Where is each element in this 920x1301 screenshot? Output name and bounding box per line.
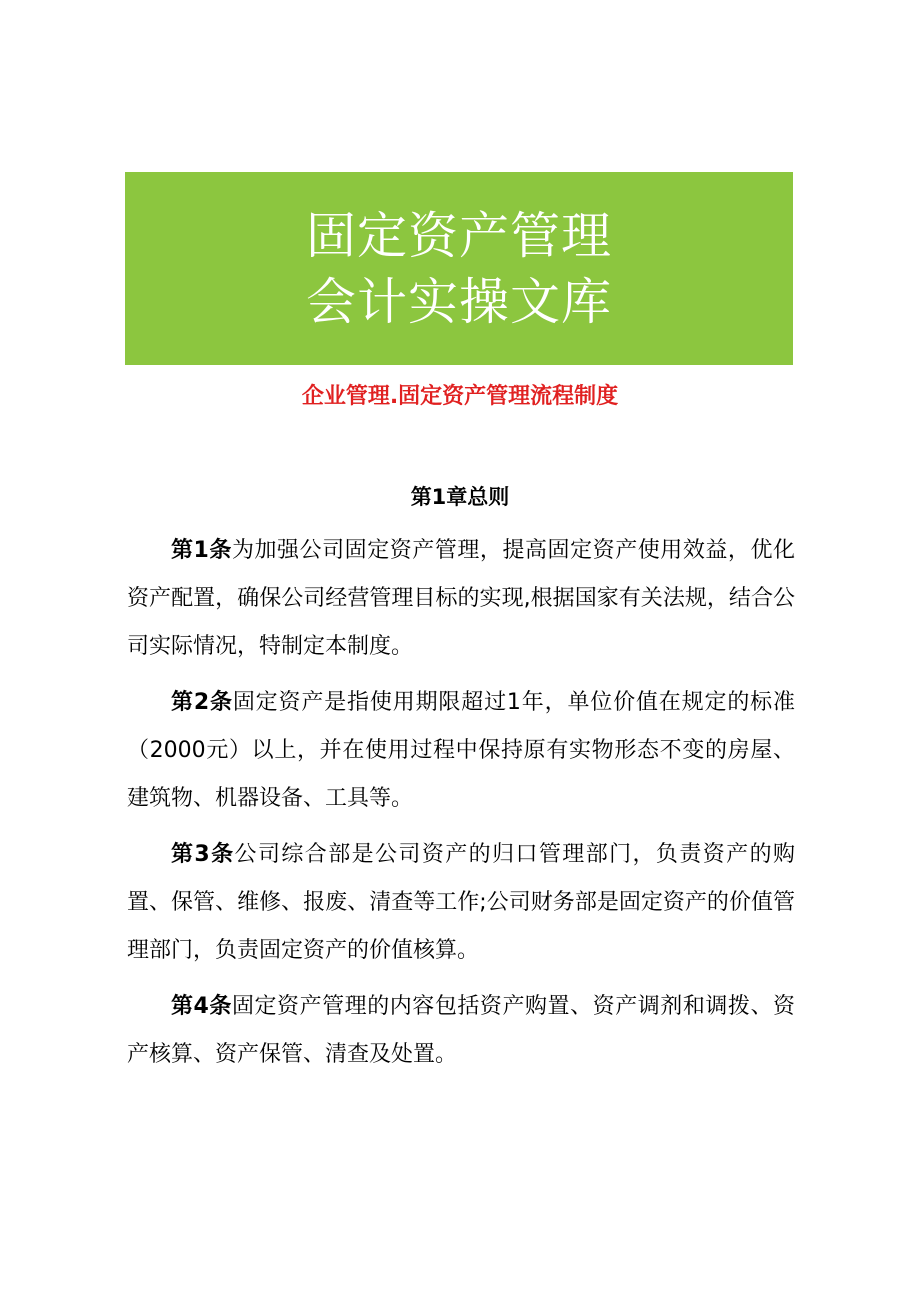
article-number: 第3条 (171, 842, 235, 867)
article-4 (127, 983, 795, 1079)
chapter-heading: 第1章总则 (410, 485, 510, 509)
document-subtitle: 企业管理.固定资产管理流程制度 (301, 384, 619, 409)
article-text: 固定资产是指使用期限超过1年，单位价值在规定的标准（2000元）以上，并在使用过程中保持原有实物形态不变的房屋、建筑物、机器设备、工具等。 (127, 690, 796, 811)
banner-title-line-1: 固定资产管理 (306, 206, 612, 265)
article-2 (127, 679, 795, 823)
article-text: 为加强公司固定资产管理，提高固定资产使用效益，优化资产配置，确保公司经营管理目标的实现,根据国家有关法规，结合公司实际情况，特制定本制度。 (127, 538, 795, 659)
article-number: 第2条 (171, 690, 233, 715)
article-list (127, 527, 795, 1087)
banner-title-line-2: 会计实操文库 (306, 272, 612, 331)
title-banner (125, 172, 793, 365)
article-number: 第4条 (171, 994, 232, 1019)
article-3 (127, 831, 795, 975)
article-text: 固定资产管理的内容包括资产购置、资产调剂和调拨、资产核算、资产保管、清查及处置。 (127, 994, 795, 1067)
article-1 (127, 527, 795, 671)
article-text: 公司综合部是公司资产的归口管理部门，负责资产的购置、保管、维修、报废、清查等工作;公司财务部是固定资产的价值管理部门，负责固定资产的价值核算。 (127, 842, 795, 963)
article-number: 第1条 (171, 538, 232, 563)
